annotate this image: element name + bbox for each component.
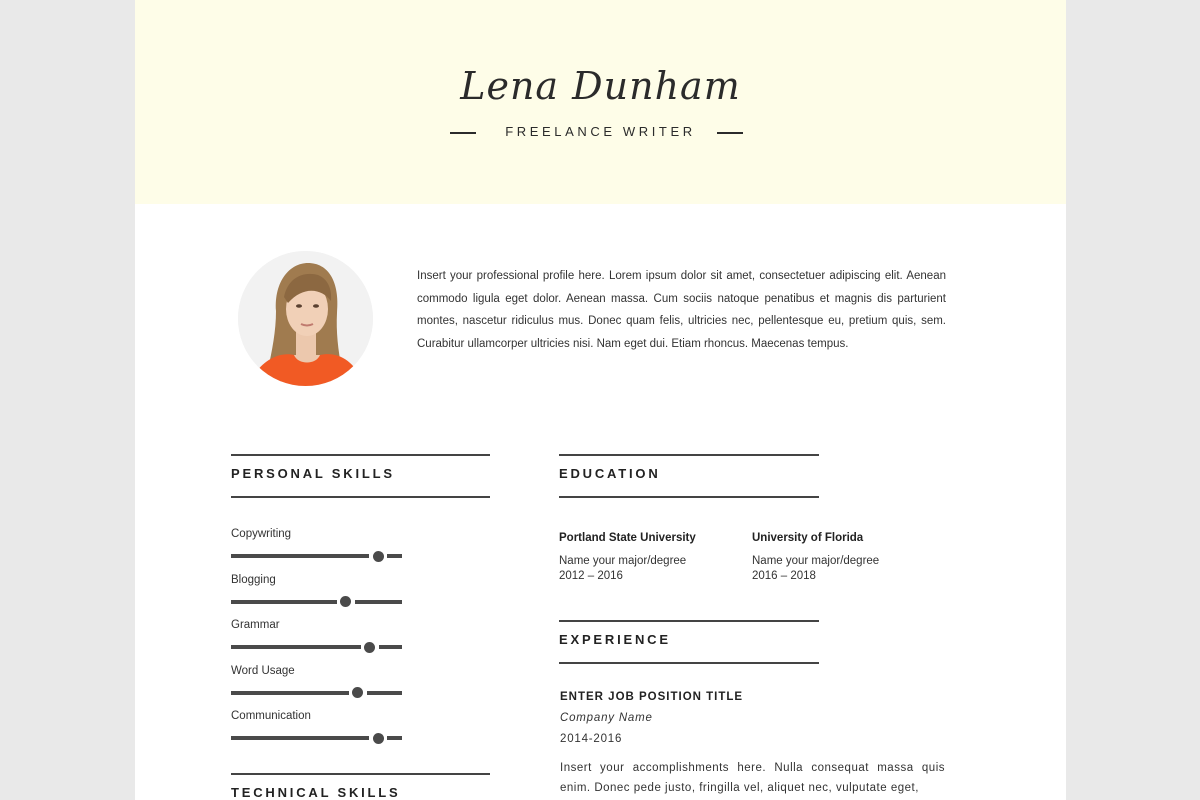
skill-level-knob <box>352 687 363 698</box>
skill-label: Blogging <box>231 573 276 586</box>
skill-track <box>231 691 402 695</box>
resume-page <box>135 0 1066 800</box>
education-school: University of Florida <box>752 532 864 544</box>
education-degree: Name your major/degree <box>559 555 687 567</box>
experience-header <box>559 620 819 664</box>
experience-title: EXPERIENCE <box>559 632 671 647</box>
technical-skills-header <box>231 773 490 800</box>
skill-label: Copywriting <box>231 528 292 540</box>
education-school: Portland State University <box>559 532 696 544</box>
skill-level-knob <box>373 733 384 744</box>
profile-summary: Insert your professional profile here. Lorem ipsum dolor sit amet, consectetuer adipiscing elit. Aenean commodo ligula eget dolor. Aenean massa. Cum sociis natoque penatibus et magnis dis parturient montes, nascetur ridiculus mus. Donec quam felis, ultricies nec, pellentesque eu, pretium quis, sem. Curabitur ullamcorper ultricies nisi. Nam eget dui. Etiam rhoncus. Maecenas tempus. <box>417 270 946 350</box>
technical-skills-title: TECHNICAL SKILLS <box>231 785 401 800</box>
profile-photo <box>238 251 373 386</box>
job-company: Company Name <box>560 712 653 724</box>
skill-label: Word Usage <box>231 664 295 677</box>
portrait-illustration <box>238 251 373 386</box>
personal-skills-title: PERSONAL SKILLS <box>231 466 395 481</box>
job-dates: 2014-2016 <box>560 733 623 745</box>
personal-skills-header <box>231 454 490 498</box>
job-description: Insert your accomplishments here. Nulla consequat massa quis enim. Donec pede justo, fringilla vel, aliquet nec, vulputate eget, <box>560 762 945 794</box>
education-header <box>559 454 819 498</box>
candidate-name: Lena Dunham <box>460 64 741 108</box>
education-years: 2012 – 2016 <box>559 570 623 582</box>
role-divider-right <box>717 132 743 134</box>
skill-track <box>231 600 402 604</box>
education-title: EDUCATION <box>559 466 661 481</box>
education-degree: Name your major/degree <box>752 555 880 567</box>
skill-level-knob <box>340 596 351 607</box>
skill-label: Grammar <box>231 619 280 631</box>
skill-level-knob <box>364 642 375 653</box>
skill-level-knob <box>373 551 384 562</box>
role-row <box>135 124 1066 142</box>
resume-header <box>135 0 1066 204</box>
skill-label: Communication <box>231 710 311 722</box>
candidate-role: FREELANCE WRITER <box>505 124 696 139</box>
education-years: 2016 – 2018 <box>752 570 816 582</box>
job-title: ENTER JOB POSITION TITLE <box>560 691 744 703</box>
